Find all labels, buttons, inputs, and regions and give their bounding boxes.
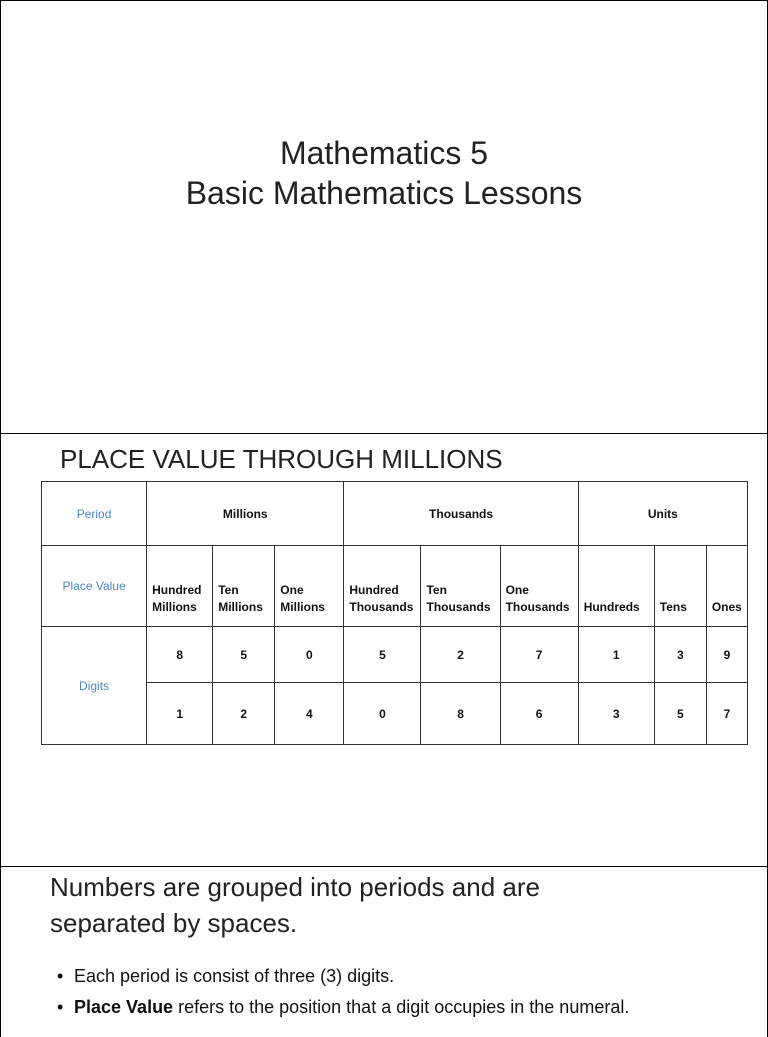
- place-value-row: [42, 546, 748, 627]
- digit-row: [42, 627, 748, 683]
- digit-row: [42, 683, 748, 745]
- period-millions: Millions: [147, 482, 344, 546]
- digit-cell: 5: [344, 627, 421, 683]
- slide-heading: PLACE VALUE THROUGH MILLIONS: [60, 444, 503, 474]
- bullet-item: [57, 961, 629, 992]
- digit-cell: 0: [344, 683, 421, 745]
- digit-cell: 5: [654, 683, 706, 745]
- digit-cell: 2: [213, 683, 275, 745]
- place-value-cell: Hundred Thousands: [344, 546, 421, 627]
- digit-cell: 3: [578, 683, 654, 745]
- bullet-marker: •: [57, 997, 64, 1017]
- place-value-cell: Tens: [654, 546, 706, 627]
- place-value-cell: Hundreds: [578, 546, 654, 627]
- digit-cell: 3: [654, 627, 706, 683]
- digit-cell: 7: [500, 627, 578, 683]
- digit-cell: 0: [275, 627, 344, 683]
- digit-cell: 1: [578, 627, 654, 683]
- digit-cell: 2: [421, 627, 500, 683]
- slide-heading: Numbers are grouped into periods and are separated by spaces.: [50, 872, 540, 938]
- place-value-cell: Ten Millions: [213, 546, 275, 627]
- digit-cell: 9: [706, 627, 747, 683]
- place-value-table: [41, 481, 748, 745]
- place-value-cell: Ten Thousands: [421, 546, 500, 627]
- place-value-cell: One Thousands: [500, 546, 578, 627]
- digit-cell: 6: [500, 683, 578, 745]
- digit-cell: 7: [706, 683, 747, 745]
- digit-cell: 5: [213, 627, 275, 683]
- digit-cell: 8: [421, 683, 500, 745]
- digits-label: Digits: [42, 627, 147, 745]
- bullet-marker: •: [57, 966, 64, 986]
- periods-slide: [0, 866, 768, 1037]
- title-slide: [0, 0, 768, 434]
- place-value-cell: One Millions: [275, 546, 344, 627]
- period-row: [42, 482, 748, 546]
- slide-subtitle: Basic Mathematics Lessons: [185, 175, 583, 211]
- period-label: Period: [42, 482, 147, 546]
- bullet-list: [57, 961, 629, 1023]
- bullet-term: Place Value: [74, 997, 174, 1017]
- slide-title: Mathematics 5: [279, 135, 489, 171]
- bullet-item: [57, 992, 629, 1023]
- digit-cell: 8: [147, 627, 213, 683]
- digit-cell: 1: [147, 683, 213, 745]
- place-value-slide: [0, 433, 768, 867]
- bullet-text: Each period is consist of three (3) digits.: [74, 966, 395, 986]
- place-value-label: Place Value: [42, 546, 147, 627]
- bullet-text: refers to the position that a digit occupies in the numeral.: [173, 997, 630, 1017]
- period-units: Units: [578, 482, 747, 546]
- digit-cell: 4: [275, 683, 344, 745]
- place-value-cell: Ones: [706, 546, 747, 627]
- place-value-cell: Hundred Millions: [147, 546, 213, 627]
- period-thousands: Thousands: [344, 482, 578, 546]
